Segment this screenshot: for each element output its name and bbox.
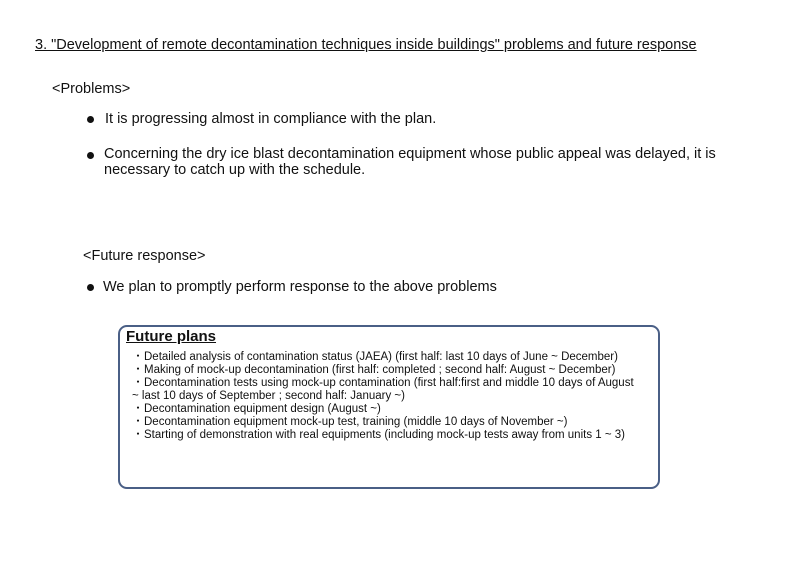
page-title: 3. "Development of remote decontamination techniques inside buildings" problems and future response bbox=[35, 37, 697, 53]
problem-item-text: It is progressing almost in compliance with the plan. bbox=[105, 111, 437, 127]
problem-item bbox=[87, 146, 767, 178]
future-plan-item bbox=[132, 416, 642, 429]
future-plan-item bbox=[132, 377, 642, 403]
bullet-mark: ・ bbox=[132, 364, 144, 376]
future-plan-item bbox=[132, 403, 642, 416]
future-plan-item-text: Decontamination equipment mock-up test, training (middle 10 days of November ~) bbox=[144, 416, 568, 428]
future-plans-title: Future plans bbox=[126, 328, 217, 345]
future-plan-item-text: Making of mock-up decontamination (first half: completed ; second half: August ~ December) bbox=[144, 364, 616, 376]
problem-item bbox=[87, 111, 436, 127]
future-plan-item bbox=[132, 364, 642, 377]
future-plan-item-text: Starting of demonstration with real equipments (including mock-up tests away from units 1 ~ 3) bbox=[144, 429, 625, 441]
bullet-mark: ・ bbox=[132, 416, 144, 428]
bullet-mark: ・ bbox=[132, 429, 144, 441]
problem-item-text: Concerning the dry ice blast decontamination equipment whose public appeal was delayed, it is necessary to catch up with the schedule. bbox=[104, 146, 716, 178]
bullet-mark: ・ bbox=[132, 377, 144, 389]
future-plan-item-text: Decontamination tests using mock-up contamination (first half:first and middle 10 days of August ~ last 10 days of September ; second half: January ~) bbox=[132, 377, 634, 402]
problems-heading: <Problems> bbox=[52, 81, 131, 97]
future-plans-list bbox=[132, 351, 642, 442]
future-response-item-text: We plan to promptly perform response to the above problems bbox=[103, 279, 497, 295]
future-plan-item-text: Detailed analysis of contamination status (JAEA) (first half: last 10 days of June ~ December) bbox=[144, 351, 618, 363]
bullet-mark: ・ bbox=[132, 403, 144, 415]
bullet-mark: ・ bbox=[132, 351, 144, 363]
future-plan-item-text: Decontamination equipment design (August ~) bbox=[144, 403, 381, 415]
future-plans-box bbox=[118, 325, 660, 489]
future-plan-item bbox=[132, 429, 642, 442]
bullet-dot-icon bbox=[87, 152, 94, 159]
future-response-item bbox=[87, 279, 497, 295]
future-plan-item bbox=[132, 351, 642, 364]
bullet-dot-icon bbox=[87, 284, 94, 291]
bullet-dot-icon bbox=[87, 116, 94, 123]
future-response-heading: <Future response> bbox=[83, 248, 206, 264]
